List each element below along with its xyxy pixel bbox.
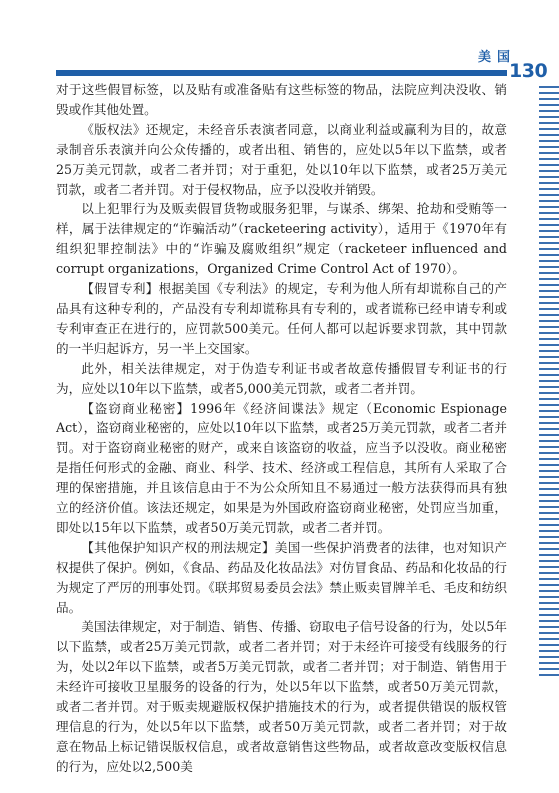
page-number: 130 <box>509 60 548 82</box>
side-stripes-decoration <box>539 86 559 676</box>
paragraph: 对于这些假冒标签，以及贴有或准备贴有这些标签的物品，法院应判决没收、销毁或作其他处置。 <box>56 82 507 117</box>
paragraph: 【假冒专利】根据美国《专利法》的规定，专利为他人所有却谎称自己的产品具有这种专利的，产品没有专利却谎称具有专利的，或者谎称已经申请专利或专利审查正在进行的，应罚款500美元。任何人都可以起诉要求罚款，其中罚款的一半归起诉方，另一半上交国家。 <box>56 281 507 356</box>
paragraph: 《版权法》还规定，未经音乐表演者同意，以商业利益或赢利为目的，故意录制音乐表演并向公众传播的，或者出租、销售的，应处以5年以下监禁，或者25万美元罚款，或者二者并罚；对于重犯，处以10年以下监禁，或者25万美元罚款，或者二者并罚。对于侵权物品，应予以没收并销毁。 <box>56 121 507 197</box>
body-text <box>56 80 507 777</box>
paragraph: 此外，相关法律规定，对于伪造专利证书或者故意传播假冒专利证书的行为，应处以10年以下监禁，或者5,000美元罚款，或者二者并罚。 <box>56 360 507 396</box>
paragraph: 【盗窃商业秘密】1996年《经济间谍法》规定（Economic Espionage Act），盗窃商业秘密的，应处以10年以下监禁，或者25万美元罚款，或者二者并罚。对于盗窃商业秘密的财产，或来自该盗窃的收益，应当予以没收。商业秘密是指任何形式的金融、商业、科学、技术、经济或工程信息，其所有人采取了合理的保密措施，并且该信息由于不为公众所知且不易通过一般方法获得而具有独立的经济价值。该法还规定，如果是为外国政府盗窃商业秘密，处罚应当加重，即处以15年以下监禁，或者50万美元罚款，或者二者并罚。 <box>56 400 507 535</box>
section-label: 美国 <box>478 50 517 65</box>
header-rule <box>56 70 507 76</box>
paragraph: 以上犯罪行为及贩卖假冒货物或服务犯罪，与谋杀、绑架、抢劫和受贿等一样，属于法律规定的“诈骗活动”（racketeering activity），适用于《1970年有组织犯罪控制法》中的“诈骗及腐败组织”规定（racketeer influenced and corrupt organizations，Organized Crime Control Act of 1970）。 <box>56 201 507 277</box>
paragraph: 【其他保护知识产权的刑法规定】美国一些保护消费者的法律，也对知识产权提供了保护。例如，《食品、药品及化妆品法》对仿冒食品、药品和化妆品的行为规定了严厉的刑事处罚。《联邦贸易委员会法》禁止贩卖冒牌羊毛、毛皮和纺织品。 <box>56 539 507 615</box>
paragraph: 美国法律规定，对于制造、销售、传播、窃取电子信号设备的行为，处以5年以下监禁，或者25万美元罚款，或者二者并罚；对于未经许可接受有线服务的行为，处以2年以下监禁，或者5万美元罚款，或者二者并罚；对于制造、销售用于未经许可接收卫星服务的设备的行为，处以5年以下监禁，或者50万美元罚款，或者二者并罚。对于贩卖规避版权保护措施技术的行为，或者提供错误的版权管理信息的行为，处以5年以下监禁，或者50万美元罚款，或者二者并罚；对于故意在物品上标记错误版权信息，或者故意销售这些物品，或者故意改变版权信息的行为，应处以2,500美 <box>56 619 507 774</box>
